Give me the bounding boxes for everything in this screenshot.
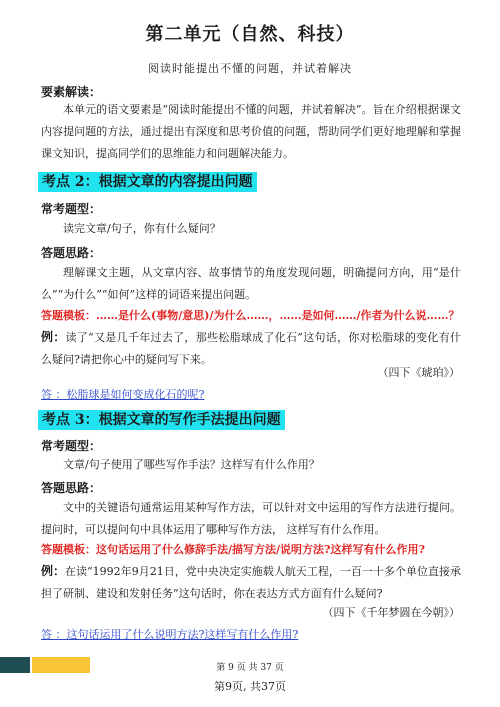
page-number-small: 第 9 页 共 37 页 bbox=[216, 663, 284, 673]
requirements-heading: 要素解读： bbox=[41, 85, 102, 99]
point3-source: （四下《千年梦圆在今朝》） bbox=[322, 606, 460, 619]
point3-approach-text: 文中的关键语句通常运用某种写作方法，可以针对文中运用的写作方法进行提问。提问时，可以提问句中具体运用了哪种写作方法， 这样写有什么作用。 bbox=[41, 501, 461, 536]
point3-example-label: 例： bbox=[41, 564, 66, 578]
point2-common-heading: 常考题型： bbox=[41, 202, 102, 216]
point3-common-text: 文章/句子使用了哪些写作手法？这样写有什么作用？ bbox=[63, 458, 320, 471]
point3-template: 答题模板：这句话运用了什么修辞手法/描写方法/说明方法?这样写有什么作用? bbox=[41, 543, 425, 556]
point3-example-text: 在读“1992年9月21日，党中央决定实施载人航天工程，一百一十多个单位直接承担了研制、建设和发射任务”这句话时，你在表达方式方面有什么疑问? bbox=[41, 565, 461, 600]
point2-source: （四下《琥珀》） bbox=[377, 366, 460, 379]
requirements-text: 本单元的语文要素是“阅读时能提出不懂的问题，并试着解决”。旨在介绍根据课文内容提问题的方法，通过提出有深度和思考价值的问题，帮助同学们更好地理解和掌握课文知识，提高同学们的思维能力和问题解决能力。 bbox=[41, 103, 461, 160]
point2-template: 答题模板：……是什么(事物/意思)/为什么……，……是如何……/作者为什么说……？ bbox=[41, 309, 460, 322]
point2-approach-text: 理解课文主题，从文章内容、故事情节的角度发现问题，明确提问方向，用“是什么”“为什么”“如何”这样的词语来提出问题。 bbox=[41, 266, 461, 301]
point2-approach-heading: 答题思路： bbox=[41, 246, 102, 260]
point2-common-text: 读完文章/句子，你有什么疑问？ bbox=[63, 222, 221, 235]
point3-approach-heading: 答题思路： bbox=[41, 481, 102, 495]
point3-answer: 答 ：这句话运用了什么说明方法?这样写有什么作用? bbox=[41, 628, 299, 641]
point3-title: 考点 3：根据文章的写作手法提出问题 bbox=[38, 410, 285, 430]
point2-title: 考点 2：根据文章的内容提出问题 bbox=[38, 172, 257, 192]
page-subtitle: 阅读时能提出不懂的问题，并试着解决 bbox=[148, 62, 352, 75]
point2-example-text: 读了“又是几千年过去了，那些松脂球成了化石”这句话，你对松脂球的变化有什么疑问?请把你心中的疑问写下来。 bbox=[41, 331, 461, 366]
point2-example-label: 例： bbox=[41, 330, 66, 344]
page-number: 第9页, 共37页 bbox=[214, 680, 286, 693]
point3-example bbox=[41, 560, 461, 605]
point3-common-heading: 常考题型： bbox=[41, 439, 102, 453]
point2-answer: 答 ：松脂球是如何变成化石的呢? bbox=[41, 388, 205, 401]
page-title: 第二单元（自然、科技） bbox=[145, 24, 355, 45]
